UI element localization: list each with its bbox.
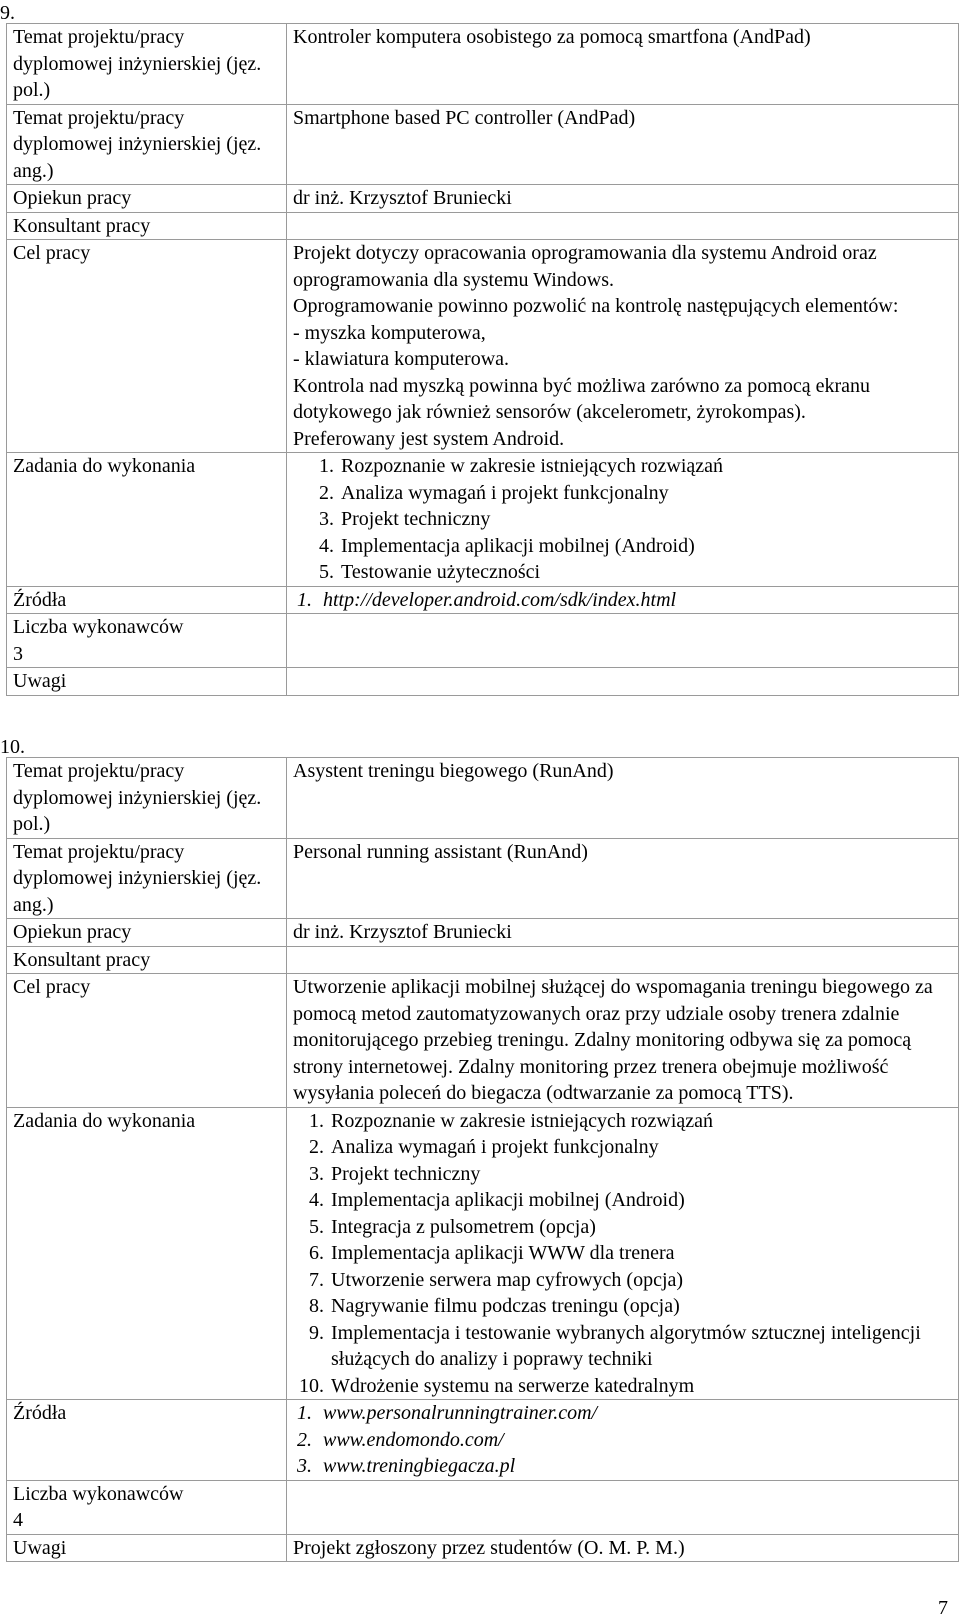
value-sources	[287, 1400, 959, 1481]
value-topic-pl: Asystent treningu biegowego (RunAnd)	[287, 758, 959, 839]
task-item: 1. Rozpoznanie w zakresie istniejących rozwiązań	[329, 1108, 954, 1135]
label-supervisor: Opiekun pracy	[7, 185, 287, 213]
task-item: 5. Testowanie użyteczności	[339, 559, 954, 586]
task-item: 8. Nagrywanie filmu podczas treningu (opcja)	[329, 1293, 954, 1320]
goal-paragraph: - klawiatura komputerowa.	[293, 348, 510, 370]
task-item: 10. Wdrożenie systemu na serwerze katedralnym	[329, 1373, 954, 1400]
value-consultant	[287, 946, 959, 974]
executors-count: 4	[13, 1509, 23, 1531]
label-topic-pl: Temat projektu/pracy dyplomowej inżynierskiej (jęz. pol.)	[7, 24, 287, 105]
executors-label-text: Liczba wykonawców	[13, 616, 184, 638]
label-goal: Cel pracy	[7, 974, 287, 1108]
task-item: 6. Implementacja aplikacji WWW dla trenera	[329, 1240, 954, 1267]
project-number: 10.	[0, 736, 25, 758]
goal-paragraph: - myszka komputerowa,	[293, 321, 486, 344]
label-consultant: Konsultant pracy	[7, 212, 287, 240]
label-sources: Źródła	[7, 1400, 287, 1481]
label-topic-en: Temat projektu/pracy dyplomowej inżynierskiej (jęz. ang.)	[7, 104, 287, 185]
executors-label-text: Liczba wykonawców	[13, 1482, 184, 1505]
value-goal	[287, 974, 959, 1108]
label-notes: Uwagi	[7, 668, 287, 696]
task-item: 4. Implementacja aplikacji mobilnej (Android)	[339, 533, 954, 560]
table-row	[7, 212, 959, 240]
table-row	[7, 240, 959, 453]
value-tasks	[287, 453, 959, 587]
source-link[interactable]: 2. www.endomondo.com/	[317, 1427, 954, 1454]
goal-paragraph: Kontrola nad myszką powinna być możliwa zarówno za pomocą ekranu dotykowego jak również sensorów (akcelerometr, żyrokompas).	[293, 374, 871, 423]
table-row	[7, 24, 959, 105]
value-supervisor: dr inż. Krzysztof Bruniecki	[287, 919, 959, 947]
table-row	[7, 185, 959, 213]
label-executors	[7, 1480, 287, 1534]
table-row	[7, 946, 959, 974]
value-notes	[287, 668, 959, 696]
task-item: 7. Utworzenie serwera map cyfrowych (opcja)	[329, 1267, 954, 1294]
table-row	[7, 1480, 959, 1534]
value-consultant	[287, 212, 959, 240]
label-tasks: Zadania do wykonania	[7, 453, 287, 587]
task-list	[293, 453, 954, 586]
label-sources: Źródła	[7, 586, 287, 614]
page-number: 7	[938, 1596, 948, 1619]
goal-paragraph: Preferowany jest system Android.	[293, 427, 565, 450]
value-topic-pl: Kontroler komputera osobistego za pomocą smartfona (AndPad)	[287, 24, 959, 105]
value-sources	[287, 586, 959, 614]
task-item: 1. Rozpoznanie w zakresie istniejących rozwiązań	[339, 453, 954, 480]
label-notes: Uwagi	[7, 1534, 287, 1562]
task-item: 3. Projekt techniczny	[329, 1161, 954, 1188]
table-row	[7, 1534, 959, 1562]
value-executors	[287, 614, 959, 668]
table-row	[7, 758, 959, 839]
label-tasks: Zadania do wykonania	[7, 1107, 287, 1400]
task-item: 2. Analiza wymagań i projekt funkcjonalny	[339, 480, 954, 507]
table-row	[7, 586, 959, 614]
source-link[interactable]: 1. http://developer.android.com/sdk/index.html	[317, 587, 954, 614]
source-link[interactable]: 3. www.treningbiegacza.pl	[317, 1453, 954, 1480]
goal-paragraph: Projekt dotyczy opracowania oprogramowania dla systemu Android oraz oprogramowania dla systemu Windows.	[293, 242, 877, 291]
label-topic-pl: Temat projektu/pracy dyplomowej inżynierskiej (jęz. pol.)	[7, 758, 287, 839]
table-row	[7, 453, 959, 587]
table-row	[7, 614, 959, 668]
value-executors	[287, 1480, 959, 1534]
table-row	[7, 919, 959, 947]
project-number: 9.	[0, 2, 15, 24]
value-topic-en: Personal running assistant (RunAnd)	[287, 838, 959, 919]
source-list	[293, 1400, 954, 1480]
value-supervisor: dr inż. Krzysztof Bruniecki	[287, 185, 959, 213]
task-item: 4. Implementacja aplikacji mobilnej (Android)	[329, 1187, 954, 1214]
task-list	[293, 1108, 954, 1400]
label-topic-en: Temat projektu/pracy dyplomowej inżynierskiej (jęz. ang.)	[7, 838, 287, 919]
task-item: 9. Implementacja i testowanie wybranych algorytmów sztucznej inteligencji służących do analizy i poprawy techniki	[329, 1320, 954, 1373]
value-topic-en: Smartphone based PC controller (AndPad)	[287, 104, 959, 185]
label-executors	[7, 614, 287, 668]
value-goal	[287, 240, 959, 453]
label-supervisor: Opiekun pracy	[7, 919, 287, 947]
label-goal: Cel pracy	[7, 240, 287, 453]
label-consultant: Konsultant pracy	[7, 946, 287, 974]
source-link[interactable]: 1. www.personalrunningtrainer.com/	[317, 1400, 954, 1427]
table-row	[7, 1400, 959, 1481]
value-notes: Projekt zgłoszony przez studentów (O. M. P. M.)	[287, 1534, 959, 1562]
table-row	[7, 104, 959, 185]
executors-count: 3	[13, 642, 23, 665]
task-item: 5. Integracja z pulsometrem (opcja)	[329, 1214, 954, 1241]
table-row	[7, 838, 959, 919]
value-tasks	[287, 1107, 959, 1400]
source-list	[293, 587, 954, 614]
table-row	[7, 668, 959, 696]
table-row	[7, 1107, 959, 1400]
project-table	[6, 23, 959, 696]
goal-paragraph: Utworzenie aplikacji mobilnej służącej do wspomagania treningu biegowego za pomocą metod zautomatyzowanych oraz przy udziale osoby trenera zdalnie monitorującego przebieg treningu. Zdalny monitoring odbywa się za pomocą strony internetowej. Zdalny monitoring przez trenera obejmuje możliwość wysyłania poleceń do biegacza (odtwarzanie za pomocą TTS).	[293, 976, 933, 1104]
task-item: 2. Analiza wymagań i projekt funkcjonalny	[329, 1134, 954, 1161]
task-item: 3. Projekt techniczny	[339, 506, 954, 533]
project-table	[6, 757, 959, 1562]
goal-paragraph: Oprogramowanie powinno pozwolić na kontrolę następujących elementów:	[293, 295, 899, 317]
table-row	[7, 974, 959, 1108]
